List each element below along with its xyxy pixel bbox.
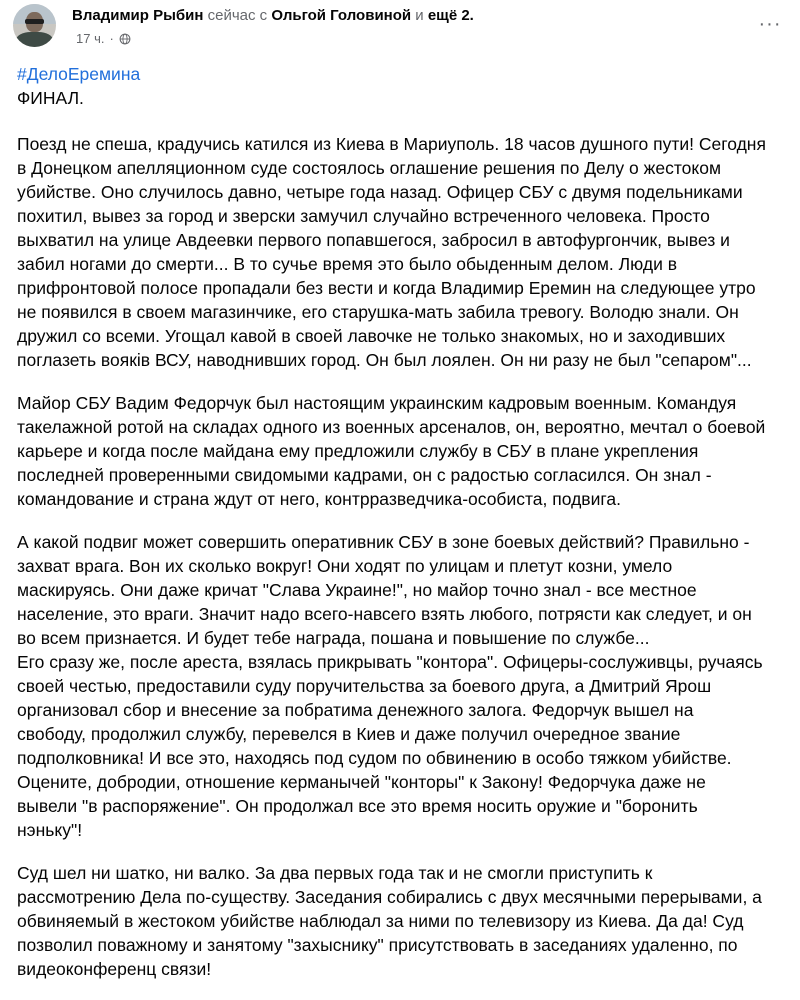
post-meta (76, 31, 131, 46)
post-header (0, 0, 800, 56)
post-body (17, 62, 789, 1000)
paragraph-1: Поезд не спеша, крадучись катился из Киева в Мариуполь. 18 часов душного пути! Сегодня в Донецком апелляционном суде состоялось оглашение решения по Делу о жестоком убийстве. Оно случилось давно, четыре года назад. Офицер СБУ с двумя подельниками похитил, вывез за город и зверски замучил случайно встреченного человека. Просто выхватил на улице Авдеевки первого попавшегося, забросил в автофургончик, вывез и забил ногами до смерти... В то сучье время это было обыденным делом. Люди в прифронтовой полосе пропадали без вести и когда Владимир Еремин на следующее утро не появился в своем магазинчике, его старушка-мать забила тревогу. Володю знали. Он дружил со всеми. Угощал кавой в своей лавочке не только знакомых, но и заходивших поглазеть вояків ВСУ, наводнивших город. Он был лоялен. Он ни разу не был "сепаром"... (17, 134, 766, 370)
others-link[interactable]: ещё 2. (427, 7, 474, 24)
author-avatar[interactable] (13, 4, 56, 47)
post-timestamp[interactable]: 17 ч. (76, 31, 105, 46)
globe-icon (119, 33, 131, 45)
avatar-glasses (25, 19, 44, 24)
avatar-body (16, 32, 53, 47)
paragraph-2: Майор СБУ Вадим Федорчук был настоящим украинским кадровым военным. Командуя такелажной ротой на складах одного из военных арсеналов, он, вероятно, мечтал о боевой карьере и когда после майдана ему предложили службу в СБУ в плане укрепления последней проверенными свидомыми кадрами, он с радостью согласился. Он знал - командование и страна ждут от него, контрразведчика-особиста, подвига. (17, 393, 766, 509)
with-text: сейчас с (203, 7, 272, 24)
paragraph-5: Суд шел ни шатко, ни валко. За два первых года так и не смогли приступить к рассмотрению Дела по-существу. Заседания собирались с двух месячными перерывами, а обвиняемый в жестоком убийстве наблюдал за ними по телевизору из Киева. Да да! Суд позволил поважному и занятому "захыснику" присутствовать в заседаниях удаленно, по видеоконференц связи! (17, 863, 762, 979)
meta-separator: · (109, 31, 114, 46)
paragraph-4: Его сразу же, после ареста, взялась прикрывать "контора". Офицеры-сослуживцы, ручаясь своей честью, предоставили суду поручительства за боевого друга, а Дмитрий Ярош организовал сбор и внесение за побратима денежного залога. Федорчук вышел на свободу, продолжил службу, перевелся в Киев и даже получил очередное звание подполковника! И все это, находясь под судом по обвинению в особо тяжком убийстве. Оцените, добродии, отношение керманычей "конторы" к Закону! Федорчука даже не вывели "в распоряжение". Он продолжал все это время носить оружие и "боронить нэньку"! (17, 652, 763, 840)
tagged-person-link[interactable]: Ольгой Головиной (271, 7, 412, 24)
hashtag-link[interactable]: #ДелоЕремина (17, 64, 141, 84)
post-title-line (72, 7, 474, 24)
and-text: и (411, 7, 428, 24)
paragraph-3: А какой подвиг может совершить оперативник СБУ в зоне боевых действий? Правильно - захват врага. Вон их сколько вокруг! Они ходят по улицам и плетут козни, умело маскируясь. Они даже кричат "Слава Украине!", но майор точно знал - все местное население, это враги. Значит надо всего-навсего взять любого, потрясти как следует, и он во всем признается. И будет тебе награда, пошана и повышение по службе... (17, 532, 752, 648)
post-headline: ФИНАЛ. (17, 88, 84, 108)
more-options-button[interactable]: ··· (758, 12, 782, 35)
author-name-link[interactable]: Владимир Рыбин (72, 7, 204, 24)
